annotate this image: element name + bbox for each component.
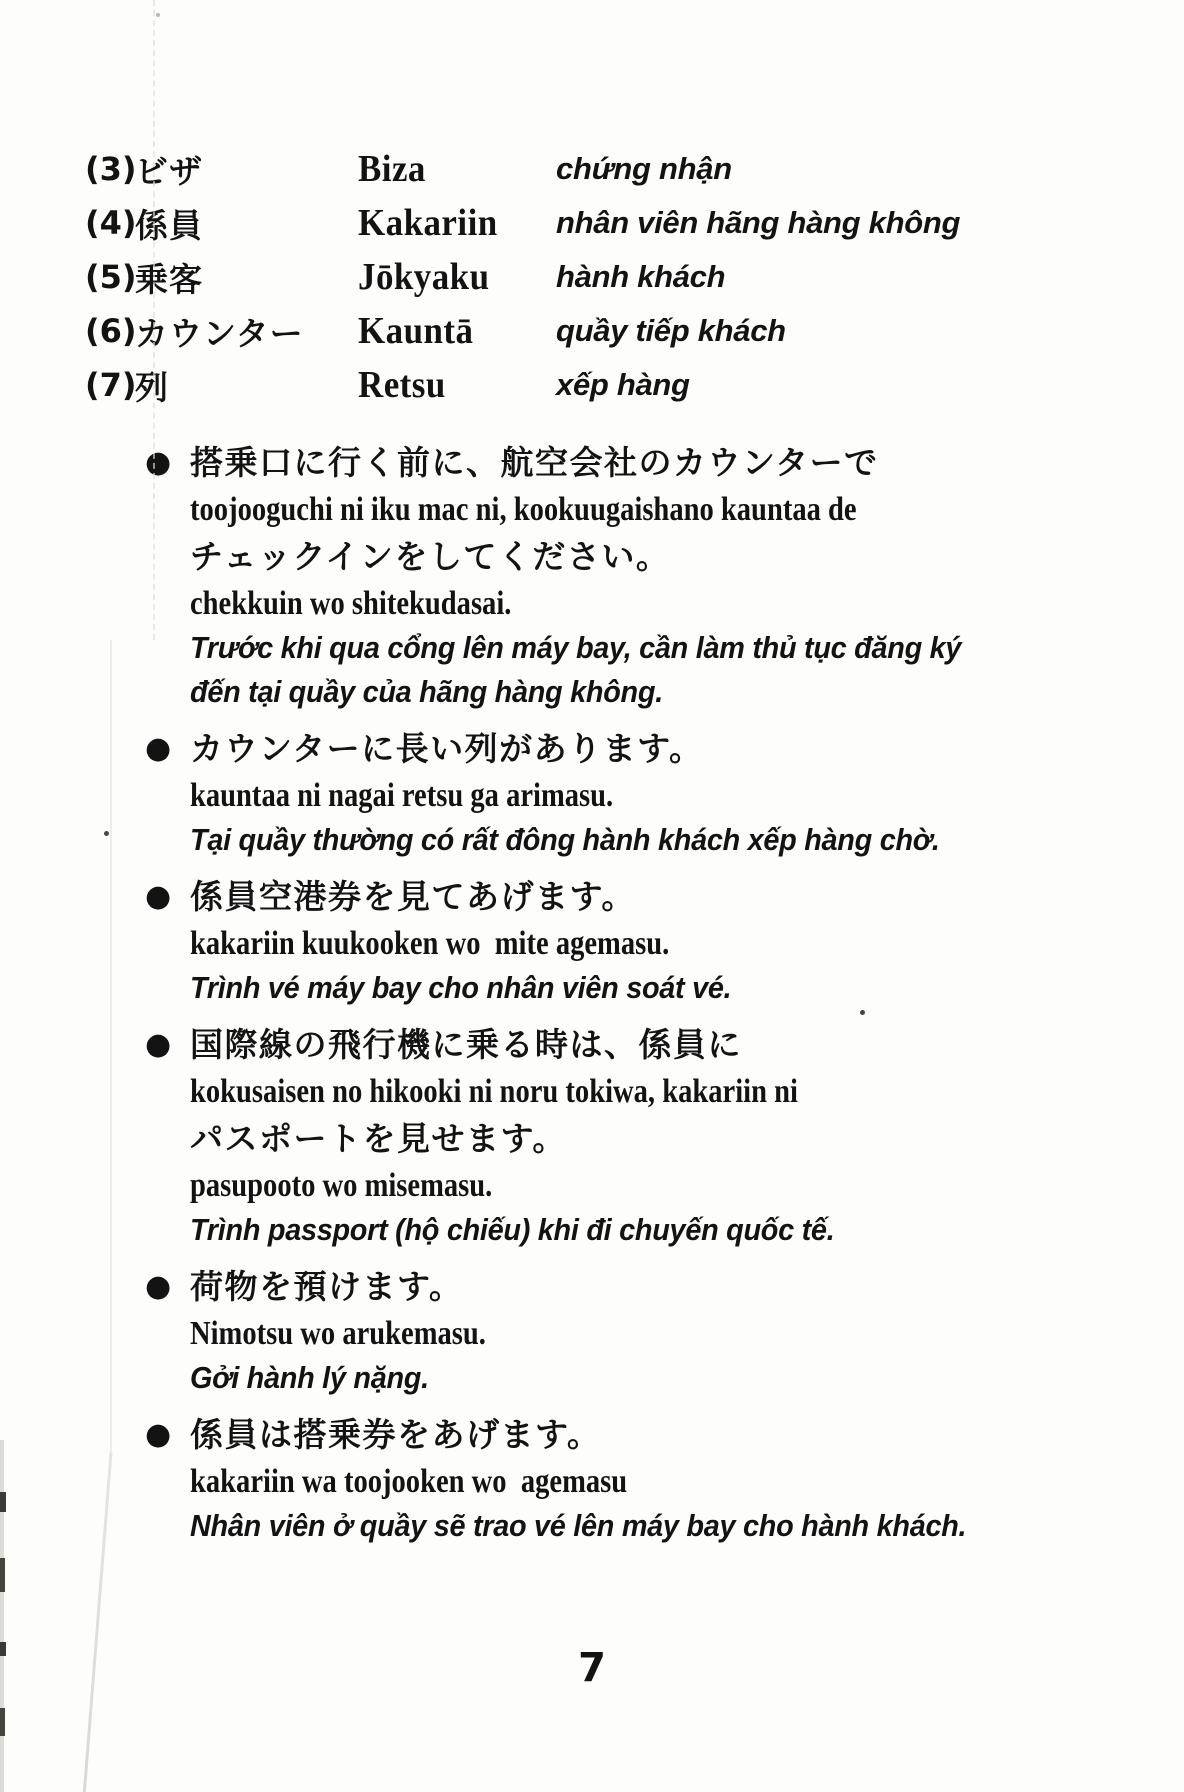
- vocab-romaji: Kauntā: [358, 310, 474, 352]
- bullet-sentence-lines: [190, 1410, 1105, 1548]
- sentence-line-vietnamese: Tại quầy thường có rất đông hành khách xếp hàng chờ.: [190, 822, 940, 857]
- page-number: 7: [578, 1645, 606, 1691]
- scan-speck: [104, 831, 109, 836]
- sentence-line-japanese: 係員空港券を見てあげます。: [190, 877, 636, 916]
- bullet-item: [145, 438, 1105, 714]
- bullet-item: [145, 1262, 1105, 1400]
- sentence-line-vietnamese: Trình passport (hộ chiếu) khi đi chuyến quốc tế.: [190, 1212, 835, 1247]
- vocab-romaji: Biza: [358, 148, 426, 190]
- sentence-line-romaji: kokusaisen no hikooki ni noru tokiwa, kakariin ni: [190, 1073, 798, 1110]
- sentence-line-japanese: チェックインをしてください。: [190, 537, 671, 576]
- vocab-japanese: ビザ: [135, 151, 203, 191]
- bullet-item: [145, 1410, 1105, 1548]
- vocab-row: [85, 304, 1105, 358]
- sentence-line-romaji: chekkuin wo shitekudasai.: [190, 585, 512, 622]
- vocab-vietnamese: chứng nhận: [556, 151, 732, 186]
- sentence-line-vietnamese: Trước khi qua cổng lên máy bay, cần làm thủ tục đăng ký: [190, 630, 962, 665]
- vocab-number: (3): [85, 150, 137, 188]
- scan-edge-shadow: [0, 1440, 4, 1792]
- scan-edge-mark: [0, 1708, 5, 1736]
- vocab-row: [85, 250, 1105, 304]
- bullet-icon: ●: [145, 445, 172, 480]
- vocab-vietnamese: nhân viên hãng hàng không: [556, 205, 961, 240]
- vocab-vietnamese: quầy tiếp khách: [556, 313, 786, 348]
- vocab-japanese: カウンター: [135, 313, 304, 353]
- bullet-item: [145, 1020, 1105, 1252]
- bullet-item: [145, 724, 1105, 862]
- sentence-line-vietnamese: Trình vé máy bay cho nhân viên soát vé.: [190, 970, 732, 1005]
- bullet-item: [145, 872, 1105, 1010]
- vocab-vietnamese: hành khách: [556, 259, 726, 294]
- vocab-number: (4): [85, 204, 137, 242]
- vocab-row: [85, 358, 1105, 412]
- paper-crease-bottom: [82, 1452, 112, 1792]
- bullet-icon: ●: [145, 731, 172, 766]
- vocab-list: [85, 142, 1105, 412]
- vocab-romaji: Jōkyaku: [358, 256, 490, 298]
- bullet-icon: ●: [145, 1269, 172, 1304]
- vocab-japanese: 乗客: [135, 259, 203, 299]
- bullet-icon: ●: [145, 1027, 172, 1062]
- vocab-vietnamese: xếp hàng: [556, 367, 690, 402]
- sentence-line-japanese: 搭乗口に行く前に、航空会社のカウンターで: [190, 443, 879, 482]
- bullet-sentence-lines: [190, 724, 1105, 862]
- vocab-romaji: Retsu: [358, 364, 446, 406]
- vocab-number: (5): [85, 258, 137, 296]
- bullet-icon: ●: [145, 879, 172, 914]
- sentence-line-vietnamese: Nhân viên ở quầy sẽ trao vé lên máy bay cho hành khách.: [190, 1508, 967, 1543]
- paper-crease-middle: [110, 640, 112, 1460]
- bullet-list: [145, 438, 1105, 1558]
- scan-edge-mark: [0, 1492, 6, 1512]
- sentence-line-japanese: 荷物を預けます。: [190, 1267, 464, 1306]
- vocab-japanese: 係員: [135, 205, 203, 245]
- scan-speck: [156, 13, 160, 17]
- vocab-row: [85, 196, 1105, 250]
- vocab-japanese: 列: [135, 367, 169, 407]
- scan-edge-mark: [0, 1558, 5, 1592]
- sentence-line-romaji: kakariin wa toojooken wo agemasu: [190, 1463, 628, 1500]
- vocab-number: (7): [85, 366, 137, 404]
- sentence-line-romaji: pasupooto wo misemasu.: [190, 1167, 493, 1204]
- sentence-line-japanese: 係員は搭乗券をあげます。: [190, 1415, 602, 1454]
- sentence-line-japanese: パスポートを見せます。: [190, 1119, 567, 1158]
- sentence-line-romaji: kauntaa ni nagai retsu ga arimasu.: [190, 777, 614, 814]
- bullet-sentence-lines: [190, 1262, 1105, 1400]
- sentence-line-romaji: kakariin kuukooken wo mite agemasu.: [190, 925, 670, 962]
- sentence-line-romaji: toojooguchi ni iku mac ni, kookuugaishano kauntaa de: [190, 491, 857, 528]
- sentence-line-vietnamese: Gởi hành lý nặng.: [190, 1360, 429, 1395]
- sentence-line-japanese: 国際線の飛行機に乗る時は、係員に: [190, 1025, 742, 1064]
- sentence-line-romaji: Nimotsu wo arukemasu.: [190, 1315, 486, 1352]
- vocab-romaji: Kakariin: [358, 202, 498, 244]
- bullet-sentence-lines: [190, 438, 1105, 714]
- bullet-icon: ●: [145, 1417, 172, 1452]
- bullet-sentence-lines: [190, 1020, 1105, 1252]
- sentence-line-japanese: カウンターに長い列があります。: [190, 729, 704, 768]
- bullet-sentence-lines: [190, 872, 1105, 1010]
- vocab-number: (6): [85, 312, 137, 350]
- sentence-line-vietnamese: đến tại quầy của hãng hàng không.: [190, 674, 663, 709]
- vocab-row: [85, 142, 1105, 196]
